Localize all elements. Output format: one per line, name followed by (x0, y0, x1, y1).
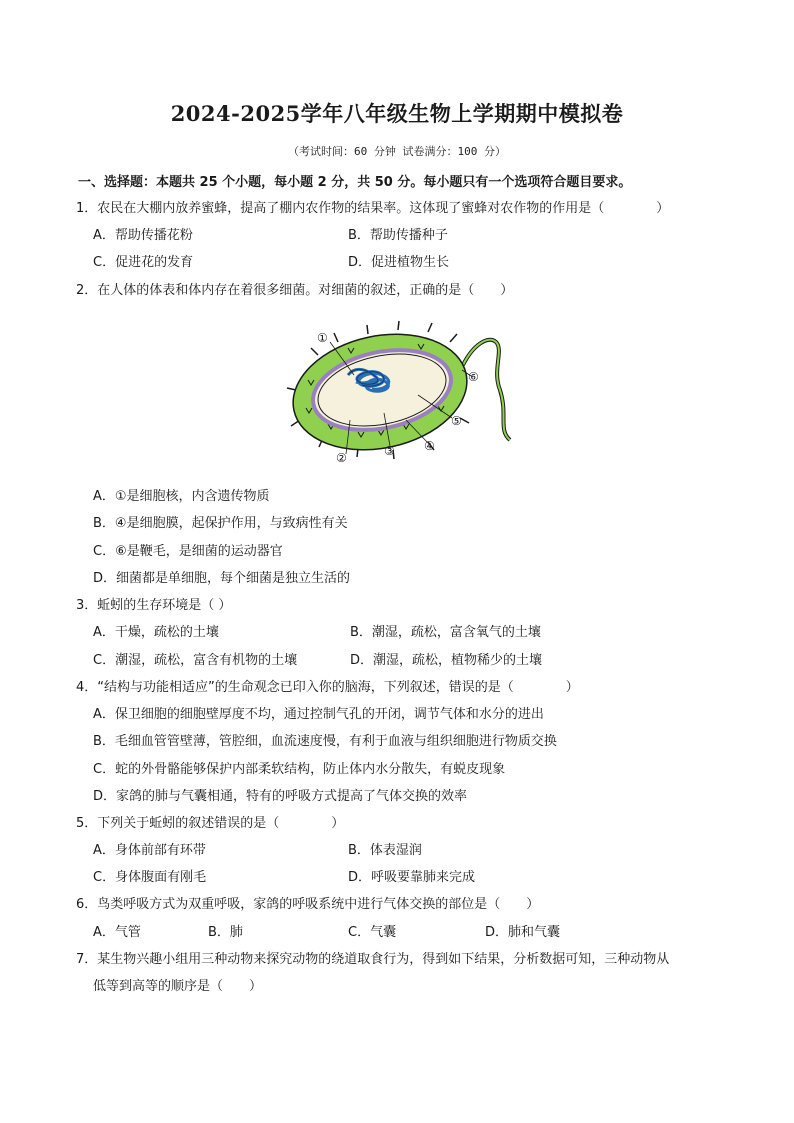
flagellum (463, 340, 510, 440)
page-title: 2024-2025学年八年级生物上学期期中模拟卷 (170, 101, 624, 126)
question-3-option-c[interactable]: C．潮湿，疏松，富含有机物的土壤 (93, 653, 298, 668)
label-2: ② (336, 451, 347, 465)
question-3-option-a[interactable]: A．干燥，疏松的土壤 (93, 625, 219, 640)
question-5-option-a[interactable]: A．身体前部有环带 (93, 843, 206, 858)
question-2-option-b[interactable]: B．④是细胞膜，起保护作用，与致病性有关 (93, 516, 348, 531)
question-4-option-c[interactable]: C．蛇的外骨骼能够保护内部柔软结构，防止体内水分散失，有蜕皮现象 (93, 762, 506, 777)
question-4-option-b[interactable]: B．毛细血管管壁薄，管腔细，血流速度慢，有利于血液与组织细胞进行物质交换 (93, 734, 557, 749)
question-2-option-c[interactable]: C．⑥是鞭毛，是细菌的运动器官 (93, 544, 283, 559)
bacterium-diagram (278, 320, 518, 465)
label-3: ③ (384, 444, 395, 458)
question-6-option-b[interactable]: B．肺 (208, 925, 243, 940)
question-3-option-d[interactable]: D．潮湿，疏松，植物稀少的土壤 (350, 653, 543, 668)
question-4-option-a[interactable]: A．保卫细胞的细胞壁厚度不均，通过控制气孔的开闭，调节气体和水分的进出 (93, 707, 544, 722)
question-1-option-a[interactable]: A．帮助传播花粉 (93, 228, 193, 243)
question-5-stem: 5．下列关于蚯蚓的叙述错误的是（ ） (76, 816, 345, 831)
question-3-stem: 3．蚯蚓的生存环境是（ ） (76, 598, 232, 613)
section-heading: 一、选择题：本题共 25 个小题，每小题 2 分，共 50 分。每小题只有一个选项符合题目要求。 (78, 175, 632, 190)
question-3-option-b[interactable]: B．潮湿，疏松，富含氧气的土壤 (350, 625, 541, 640)
question-2-stem: 2．在人体的体表和体内存在着很多细菌。对细菌的叙述，正确的是（ ） (76, 283, 514, 298)
question-1-option-d[interactable]: D．促进植物生长 (348, 255, 450, 270)
exam-info: （考试时间：60 分钟 试卷满分：100 分） (288, 145, 506, 158)
label-1: ① (317, 331, 328, 345)
question-6-stem: 6．鸟类呼吸方式为双重呼吸，家鸽的呼吸系统中进行气体交换的部位是（ ） (76, 897, 540, 912)
question-5-option-b[interactable]: B．体表湿润 (348, 843, 422, 858)
question-2-option-a[interactable]: A．①是细胞核，内含遗传物质 (93, 489, 270, 504)
question-7-stem: 7．某生物兴趣小组用三种动物来探究动物的绕道取食行为，得到如下结果，分析数据可知，三种动物从 (76, 952, 670, 967)
question-5-option-d[interactable]: D．呼吸要靠肺来完成 (348, 870, 476, 885)
question-6-option-d[interactable]: D．肺和气囊 (485, 925, 561, 940)
label-6: ⑥ (468, 370, 479, 384)
question-6-option-c[interactable]: C．气囊 (348, 925, 397, 940)
question-4-option-d[interactable]: D．家鸽的肺与气囊相通，特有的呼吸方式提高了气体交换的效率 (93, 789, 468, 804)
label-4: ④ (424, 439, 435, 453)
question-2-option-d[interactable]: D．细菌都是单细胞，每个细菌是独立生活的 (93, 571, 351, 586)
label-5: ⑤ (451, 414, 462, 428)
question-1-option-c[interactable]: C．促进花的发育 (93, 255, 194, 270)
question-1-stem: 1．农民在大棚内放养蜜蜂，提高了棚内农作物的结果率。这体现了蜜蜂对农作物的作用是（ ） (76, 201, 670, 216)
question-6-option-a[interactable]: A．气管 (93, 925, 141, 940)
question-4-stem: 4．“结构与功能相适应”的生命观念已印入你的脑海，下列叙述，错误的是（ ） (76, 680, 579, 695)
question-5-option-c[interactable]: C．身体腹面有刚毛 (93, 870, 207, 885)
question-1-option-b[interactable]: B．帮助传播种子 (348, 228, 448, 243)
question-7-stem-continued: 低等到高等的顺序是（ ） (93, 979, 263, 994)
